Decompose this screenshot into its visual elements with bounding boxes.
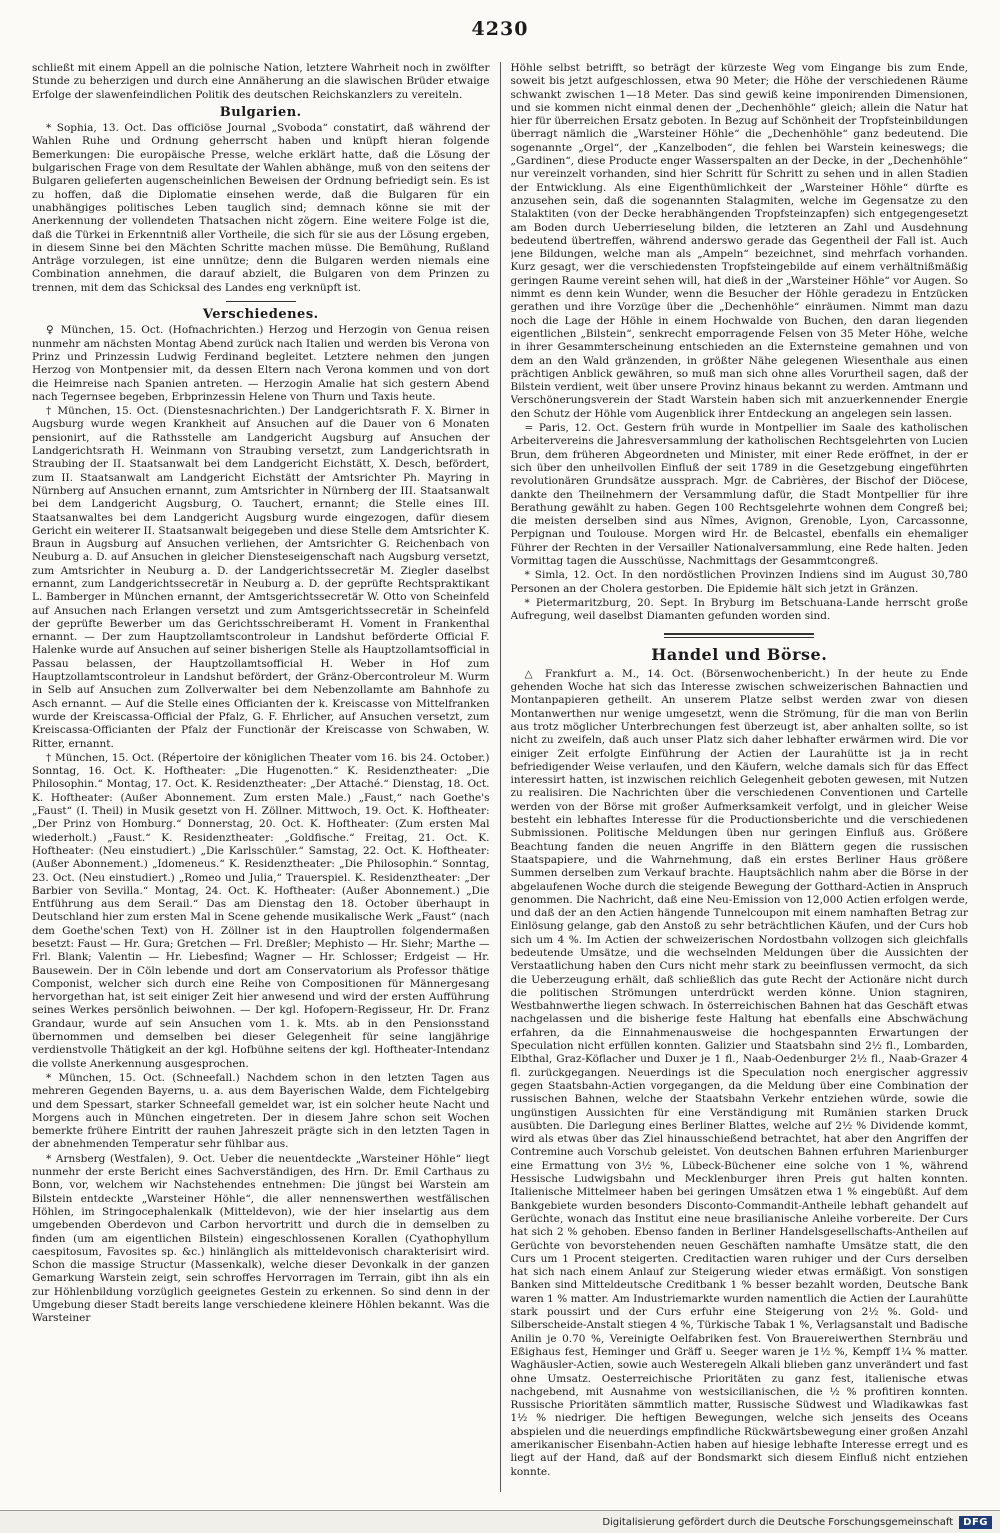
article-munich-theatre: † München, 15. Oct. (Répertoire der königlichen Theater vom 16. bis 24. October.) Sonntag, 16. Oct. K. Hoftheater: „Die Hugenotten.“ K. Residenztheater: „Die Philosophin.“ Montag, 17. Oct. K. Residenztheater: „Der Attaché.“ Dienstag, 18. Oct. K. Hoftheater: (Außer Abonnement. Zum ersten Male.) „Faust,“ nach Goethe's „Faust“ (I. Theil) in Musik gesetzt von H. Zöllner. Mittwoch, 19. Oct. K. Hoftheater: „Der Prinz von Homburg.“ Donnerstag, 20. Oct. K. Hoftheater: (Zum ersten Mal wiederholt.) „Faust.“ K. Residenztheater: „Goldfische.“ Freitag, 21. Oct. K. Hoftheater: (Neu einstudiert.) „Die Karlsschüler.“ Samstag, 22. Oct. K. Hoftheater: (Außer Abonnement.) „Idomeneus.“ K. Residenztheater: „Die Philosophin.“ Sonntag, 23. Oct. (Neu einstudiert.) „Romeo und Julia,“ Trauerspiel. K. Residenztheater: „Der Barbier von Sevilla.“ Montag, 24. Oct. K. Hoftheater: (Außer Abonnement.) „Die Entführung aus dem Serail.“ Das am Dienstag den 18. October überhaupt in Deutschland hier zum ersten Mal in Scene gehende musikalische Werk „Faust“ (nach dem Goethe'schen Text) von H. Zöllner ist in den Hauptrollen folgendermaßen besetzt: Faust — Hr. Gura; Gretchen — Frl. Dreßler; Mephisto — Hr. Siehr; Marthe — Frl. Blank; Valentin — Hr. Liebesfind; Wagner — Hr. Schlosser; Erdgeist — Hr. Bausewein. Der in Cöln lebende und dort am Conservatorium als Professor thätige Componist, welcher sich durch eine Reihe von Compositionen für Männergesang hervorgethan hat, ist seit einiger Zeit hier anwesend und wird der ersten Aufführung seines Werkes persönlich beiwohnen. — Der kgl. Hofopern-Regisseur, Hr. Dr. Franz Grandaur, wurde auf sein Ansuchen vom 1. k. Mts. ab in den Pensionsstand übernommen und demselben bei dieser Gelegenheit für seine langjährige verdienstvolle Thätigkeit an der kgl. Hofbühne seitens der kgl. Hoftheater-Intendanz die vollste Anerkennung ausgesprochen. xyxy=(32,751,490,1070)
article-continuation: schließt mit einem Appell an die polnische Nation, letztere Wahrheit noch in zwölfter Stunde zu beherzigen und durch eine Annäherung an die slawischen Brüder etwaige Erfolge der slawenfeindlichen Politik des deutschen Reichskanzlers zu vereiteln. xyxy=(32,62,490,101)
article-simla: * Simla, 12. Oct. In den nordöstlichen Provinzen Indiens sind im August 30,780 Personen an der Cholera gestorben. Die Epidemie hält sich jetzt in Gränzen. xyxy=(510,569,968,595)
column-divider xyxy=(500,62,501,1492)
digitization-footer xyxy=(0,1510,1000,1533)
article-arnsberg: * Arnsberg (Westfalen), 9. Oct. Ueber die neuentdeckte „Warsteiner Höhle“ liegt nunmehr der erste Bericht eines Sachverständigen, des Hrn. Dr. Emil Carthaus zu Bonn, vor, welchem wir Nachstehendes entnehmen: Die jüngst bei Warstein am Bilstein entdeckte „Warsteiner Höhle“, die aller nennenswerthen westfälischen Höhlen, im Stringocephalenkalk (Mitteldevon), wie der hier inselartig aus dem umgebenden Oberdevon und Carbon hervortritt und durch die in demselben zu finden (um am eigentlichen Bilstein) eingeschlossenen Korallen (Cyathophyllum caespitosum, Favosites sp. &c.) hinlänglich als mitteldevonisch charakterisirt wird. Schon die massige Structur (Massenkalk), welche dieser Devonkalk in der ganzen Gemarkung Warstein zeigt, sein schroffes Hervorragen im Terrain, gibt ihn als ein zur Höhlenbildung vorzüglich geeignetes Gestein zu erkennen. So sind denn in der Umgebung dieser Stadt bereits lange verschiedene kleinere Höhlen bekannt. Was die Warsteiner xyxy=(32,1152,490,1325)
section-separator xyxy=(664,633,814,638)
article-cave-continuation: Höhle selbst betrifft, so beträgt der kürzeste Weg vom Eingange bis zum Ende, soweit bis jetzt aufgeschlossen, etwa 90 Meter; die Höhe der verschiedenen Räume schwankt zwischen 1—18 Meter. Das sind gewiß keine imponirenden Dimensionen, und sie kommen nicht einmal denen der „Dechenhöhle“ gleich; allein die Natur hat hier für überreichen Ersatz geboten. In Bezug auf Schönheit der Tropfsteinbildungen überragt nämlich die „Warsteiner Höhle“ die „Dechenhöhle“ ganz bedeutend. Die sogenannte „Orgel“, der „Kanzelboden“, die fehlen bei Warstein keineswegs; die „Gardinen“, diese Producte enger Wasserspalten an der Decke, in der „Dechenhöhle“ nur vereinzelt vorhanden, sind hier Schritt für Schritt zu sehen und in allen Stadien der Entwicklung. Als eine Eigenthümlichkeit der „Warsteiner Höhle“ dürfte es anzusehen sein, daß die sogenannten Stalagmiten, welche im Gegensatze zu den Stalaktiten (von der Decke herabhängenden Tropfsteinzapfen) sich entgegengesetzt am Boden durch Ueberrieselung bilden, die letzteren an Zahl und Ausdehnung bedeutend übertreffen, während anderswo gerade das Gegentheil der Fall ist. Auch jene Bildungen, welche man als „Ampeln“ bezeichnet, sind mehrfach vorhanden. Kurz gesagt, wer die verschiedensten Tropfsteingebilde auf einem verhältnißmäßig geringen Raume vereint sehen will, hat dieß in der „Warsteiner Höhle“ vor Augen. So nimmt es denn kein Wunder, wenn die Besucher der Höhle geradezu in Entzücken gerathen und ihre Vorzüge über die „Dechenhöhle“ einräumen. Nimmt man dazu noch die Lage der Höhle in einem Hochwalde von Buchen, den daran liegenden eigentlichen „Bilstein“, senkrecht emporragende Felsen von 35 Meter Höhe, welche in ihrer Gesammterscheinung entschieden an die Externsteine gemahnen und von dem an den Wald gränzenden, in größter Nähe gelegenen Wiesenthale aus einen prächtigen Anblick gewähren, so muß man sich ohne alles Vorurtheil sagen, daß der Bilstein verdient, weit über unsere Provinz hinaus bekannt zu werden. Amtmann und Verschönerungsverein der Stadt Warstein haben sich mit anzuerkennender Energie den Schutz der Höhle vom Augenblick ihrer Entdeckung an angelegen sein lassen. xyxy=(510,62,968,420)
dfg-logo: DFG xyxy=(959,1516,992,1529)
section-heading-trade: Handel und Börse. xyxy=(651,645,828,665)
right-column xyxy=(511,62,969,1492)
newspaper-columns xyxy=(32,62,968,1492)
article-frankfurt: △ Frankfurt a. M., 14. Oct. (Börsenwochenbericht.) In der heute zu Ende gehenden Woche hat sich das Interesse zwischen schweizerischen Bahnactien und Montanpapieren getheilt. An unserem Platze selbst werden zwar von diesen Montanwerthen nur wenige umgesetzt, wenn die Strömung, für die man von Berlin aus trotz möglicher Unterbrechungen fest überzeugt ist, aber anhalten sollte, so ist nicht zu zweifeln, daß auch unser Platz sich daher lebhafter erwärmen wird. Die vor einiger Zeit erfolgte Einführung der Actien der Laurahütte ist ja in recht befriedigender Weise verlaufen, und den Käufern, welche damals sich für das Effect interessirt hatten, ist inzwischen reichlich Gelegenheit geboten gewesen, mit Nutzen zu realisiren. Die Nachrichten über die verschiedenen Conventionen und Cartelle werden von der Börse mit großer Aufmerksamkeit verfolgt, und in gleicher Weise besteht ein lebhaftes Interesse für die Productionsberichte und die verschiedenen Submissionen. Politische Meldungen üben nur geringen Einfluß aus. Größere Beachtung fanden die neuen Angriffe in den Blättern gegen die russischen Staatspapiere, und die Wahrnehmung, daß ein erstes Berliner Haus größere Summen derselben zum Verkauf brachte. Hauptsächlich nahm aber die Börse in der abgelaufenen Woche durch die steigende Bewegung der Gotthard-Actien in Anspruch genommen. Die Nachricht, daß eine Neu-Emission von 12,000 Actien erfolgen werde, und daß der an den Actien hängende Tunnelcoupon mit einem namhaften Betrag zur Einlösung gelange, gab den Anstoß zu sehr beträchtlichen Käufen, und der Curs hob sich um 4 %. Im Actien der schweizerischen Nordostbahn vollzogen sich gleichfalls bedeutende Umsätze, und die wechselnden Meldungen über die Aussichten der Verstaatlichung haben den Curs nicht mehr stark zu beeinflussen vermocht, da sich die Ueberzeugung erhält, daß schließlich das gute Recht der Actionäre nicht durch die politischen Strömungen unterdrückt werden könne. Union stagniren, Westbahnwerthe liegen schwach. In österreichischen Bahnen hat das Geschäft etwas nachgelassen und die bisherige feste Haltung hat ebenfalls eine Abschwächung erfahren, da die Einnahmenausweise die hochgespannten Erwartungen der Speculation nicht erfüllen konnten. Galizier und Staatsbahn sind 2½ fl., Lombarden, Elbthal, Graz-Köflacher und Duxer je 1 fl., Naab-Oedenburger 2½ fl., Naab-Grazer 4 fl. zurückgegangen. Neuerdings ist die Speculation noch energischer aggressiv gegen Staatsbahn-Actien vorgegangen, da die Meldung über eine Combination der russischen Bahnen, welche der Staatsbahn Verkehr entziehen würde, sowie die ungünstigen Aussichten für eine Verständigung mit Rumänien starken Druck ausübten. Die Darlegung eines Berliner Blattes, welche auf 2½ % Dividende kommt, wird als etwas über das Ziel hinausschießend betrachtet, hat aber den Angriffen der Contremine auch Vorschub geleistet. Von deutschen Bahnen erfuhren Marienburger eine Ermattung von 3½ %, Lübeck-Büchener eine solche von 1 %, während Hessische Ludwigsbahn und Mecklenburger ihren Preis gut halten konnten. Italienische Mittelmeer haben bei geringen Umsätzen etwa 1 % eingebüßt. Auf dem Bankgebiete wurden besonders Disconto-Commandit-Antheile lebhaft gehandelt auf Gerüchte, wonach das Institut eine neue brasilianische Anleihe vorbereite. Der Curs hat sich 2 % gehoben. Ebenso fanden in Berliner Handelsgesellschafts-Antheilen auf Gerüchte von bevorstehenden neuen Geschäften namhafte Umsätze statt, die den Curs um 1 Procent steigerten. Creditactien waren ruhiger und der Curs derselben hat sich nach einem Anlauf zur Steigerung wieder etwas ermäßigt. Von sonstigen Banken sind Mitteldeutsche Creditbank 1 % besser bezahlt worden, Deutsche Bank waren 1 % matter. Am Industriemarkte wurden namentlich die Actien der Laurahütte stark poussirt und der Curs erfuhr eine Steigerung von 2½ %. Gold- und Silberscheide-Anstalt stiegen 4 %, Türkische Tabak 1 %, Verlagsanstalt und Badische Anilin je 0.70 %, Vereinigte Oelfabriken fest. Von Brauereiwerthen Sternbräu und Eßighaus fest, Heminger und Gräff u. Seeger waren je 1½ %, Kempff 1¼ % matter. Waghäusler-Actien, sowie auch Westeregeln Alkali blieben ganz unverändert und fast ohne Umsatz. Oesterreichische Prioritäten zu ganz fest, italienische etwas nachgebend, mit Ausnahme von westsicilianischen, die ½ % profitiren konnten. Russische Prioritäten sämmtlich matter, Russische Südwest und Wladikawkas fast 1½ % niedriger. Die heftigen Bewegungen, welche sich jenseits des Oceans abspielen und die neuerdings empfindliche Rückwärtsbewegung einer großen Anzahl amerikanischer Eisenbahn-Actien haben auf hiesige lebhafte Interesse erregt und es liegt auf der Hand, daß auf der Bondsmarkt sich diesem Einfluß nicht entziehen konnte. xyxy=(510,667,968,1478)
section-heading-misc: Verschiedenes. xyxy=(202,307,319,323)
page-number: 4230 xyxy=(471,18,529,40)
separator-rule xyxy=(226,301,296,302)
article-paris: = Paris, 12. Oct. Gestern früh wurde in Montpellier im Saale des katholischen Arbeitervereins die Jahresversammlung der katholischen Rechtsgelehrten von Lucien Brun, dem früheren Abgeordneten und Minister, mit einer Rede eröffnet, in der er sich über den unheilvollen Einfluß der seit 1789 in die Gesetzgebung eingeführten revolutionären Grundsätze aussprach. Mgr. de Cabrières, der Bischof der Diöcese, dankte den Theilnehmern der Versammlung dafür, die Stadt Montpellier für ihre Berathung gewählt zu haben. Gegen 100 Rechtsgelehrte wohnen dem Congreß bei; die meisten derselben sind aus Nîmes, Avignon, Grenoble, Lyon, Carcassonne, Perpignan und Toulouse. Morgen wird Hr. de Belcastel, ebenfalls ein ehemaliger Führer der Rechten in der Versailler Nationalversammlung, eine Rede halten. Jeden Vormittag tagen die Ausschüsse, Nachmittags der Gesammtcongreß. xyxy=(510,422,968,567)
article-sophia: * Sophia, 13. Oct. Das officiöse Journal „Svoboda“ constatirt, daß während der Wahlen Ruhe und Ordnung geherrscht haben und knüpft hieran folgende Bemerkungen: Die europäische Presse, welche erklärt hatte, daß die Lösung der bulgarischen Frage von dem Resultate der Wahlen abhänge, muß von den seitens der Bulgaren gelieferten augenscheinlichen Beweisen der Ordnung befriedigt sein. Es ist zu hoffen, daß die Diplomatie einsehen werde, daß die Bulgaren für ein unabhängiges politisches Leben tauglich sind; demnach könne sie mit der Anerkennung der vollendeten Thatsachen nicht zögern. Eine weitere Folge ist die, daß die Türkei in Erkenntniß aller Vortheile, die sich für sie aus der Lösung ergeben, in diesem Sinne bei den Mächten Schritte machen müsse. Die Bemühung, Rußland Anträge vorzulegen, ist eine unnütze; denn die Bulgaren werden niemals eine Combination annehmen, die darauf abzielt, die Bulgaren von dem Prinzen zu trennen, mit dem das Schicksal des Landes eng verknüpft ist. xyxy=(32,122,490,294)
article-munich-court: ♀ München, 15. Oct. (Hofnachrichten.) Herzog und Herzogin von Genua reisen nunmehr am nächsten Montag Abend zurück nach Italien und werden bis Verona von Prinz und Prinzessin Ludwig Ferdinand begleitet. Letztere nehmen den jungen Herzog von Montpensier mit, da dessen Eltern nach Verona kommen und von dort die Heimreise nach Spanien antreten. — Herzogin Amalie hat sich gestern Abend nach Tegernsee begeben, Erbprinzessin Helene von Thurn und Taxis heute. xyxy=(32,324,490,403)
article-pietermaritzburg: * Pietermaritzburg, 20. Sept. In Bryburg im Betschuana-Lande herrscht große Aufregung, weil daselbst Diamanten gefunden worden sind. xyxy=(510,596,968,623)
footer-credit: Digitalisierung gefördert durch die Deutsche Forschungsgemeinschaft xyxy=(602,1516,954,1528)
article-munich-service: † München, 15. Oct. (Dienstesnachrichten.) Der Landgerichtsrath F. X. Birner in Augsburg wurde wegen Krankheit auf Ansuchen auf die Dauer von 6 Monaten pensionirt, auf die Rathsstelle am Landgericht Augsburg auf Ansuchen der Landgerichtsrath H. Weinmann von Straubing versetzt, zum Landgerichtsrath in Straubing der II. Staatsanwalt bei dem Landgericht Eichstätt, X. Desch, befördert, zum II. Staatsanwalt am Landgericht Eichstätt der Amtsrichter Ph. Mayring in Nürnberg auf Ansuchen ernannt, zum Amtsrichter in Nürnberg der III. Staatsanwalt bei dem Landgericht Augsburg, O. Tauchert, ernannt; die Stelle eines III. Staatsanwaltes bei dem Landgericht Augsburg wurde eingezogen, dafür diesem Gericht ein weiterer II. Staatsanwalt beigegeben und diese Stelle dem Amtsrichter K. Braun in Augsburg auf Ansuchen verliehen, der Amtsrichter G. Reichenbach von Neuburg a. D. auf Ansuchen in gleicher Diensteseigenschaft nach Augsburg versetzt, zum Amtsrichter in Neuburg a. D. der Landgerichtssecretär M. Ziegler daselbst ernannt, zum Landgerichtssecretär in Neuburg a. D. der geprüfte Rechtspraktikant L. Bamberger in München ernannt, der Amtsgerichtssecretär W. Otto von Scheinfeld auf Ansuchen nach Erlangen versetzt und zum Amtsgerichtssecretär in Scheinfeld der geprüfte Bewerber um das Gerichtsschreiberamt H. Voment in Frankenthal ernannt. — Der zum Hauptzollamtscontroleur in Landshut beförderte Official F. Halenke wurde auf Ansuchen auf seiner bisherigen Stelle als Hauptzollamtsofficial in Passau belassen, der Hauptzollamtsofficial H. Weber in Hof zum Hauptzollamtscontroleur in Landshut befördert, der Gränz-Obercontroleur M. Wurm in Selb auf Ansuchen zum Zollverwalter bei dem Nebenzollamte am Bahnhofe zu Asch ernannt. — Auf die Stelle eines Officianten der k. Kreiscasse von Mittelfranken wurde der Kreiscassa-Official der Pfalz, G. F. Ehrlicher, auf Ansuchen versetzt, zum Kreiscassa-Officianten der Pfalz der Functionär der Kreiscasse von Schwaben, W. Ritter, ernannt. xyxy=(32,405,490,750)
section-heading-bulgaria: Bulgarien. xyxy=(219,104,302,120)
left-column xyxy=(32,62,490,1492)
article-munich-snow: * München, 15. Oct. (Schneefall.) Nachdem schon in den letzten Tagen aus mehreren Gegenden Bayerns, u. a. aus dem Bayerischen Walde, dem Fichtelgebirg und dem Spessart, starker Schneefall gemeldet war, ist ein solcher heute Nacht und Morgens auch in München eingetreten. Der in diesem Jahre schon seit Wochen bemerkte frühere Eintritt der rauhen Jahreszeit prägte sich in den letzten Tagen in der abnehmenden Temperatur sehr fühlbar aus. xyxy=(32,1071,490,1151)
